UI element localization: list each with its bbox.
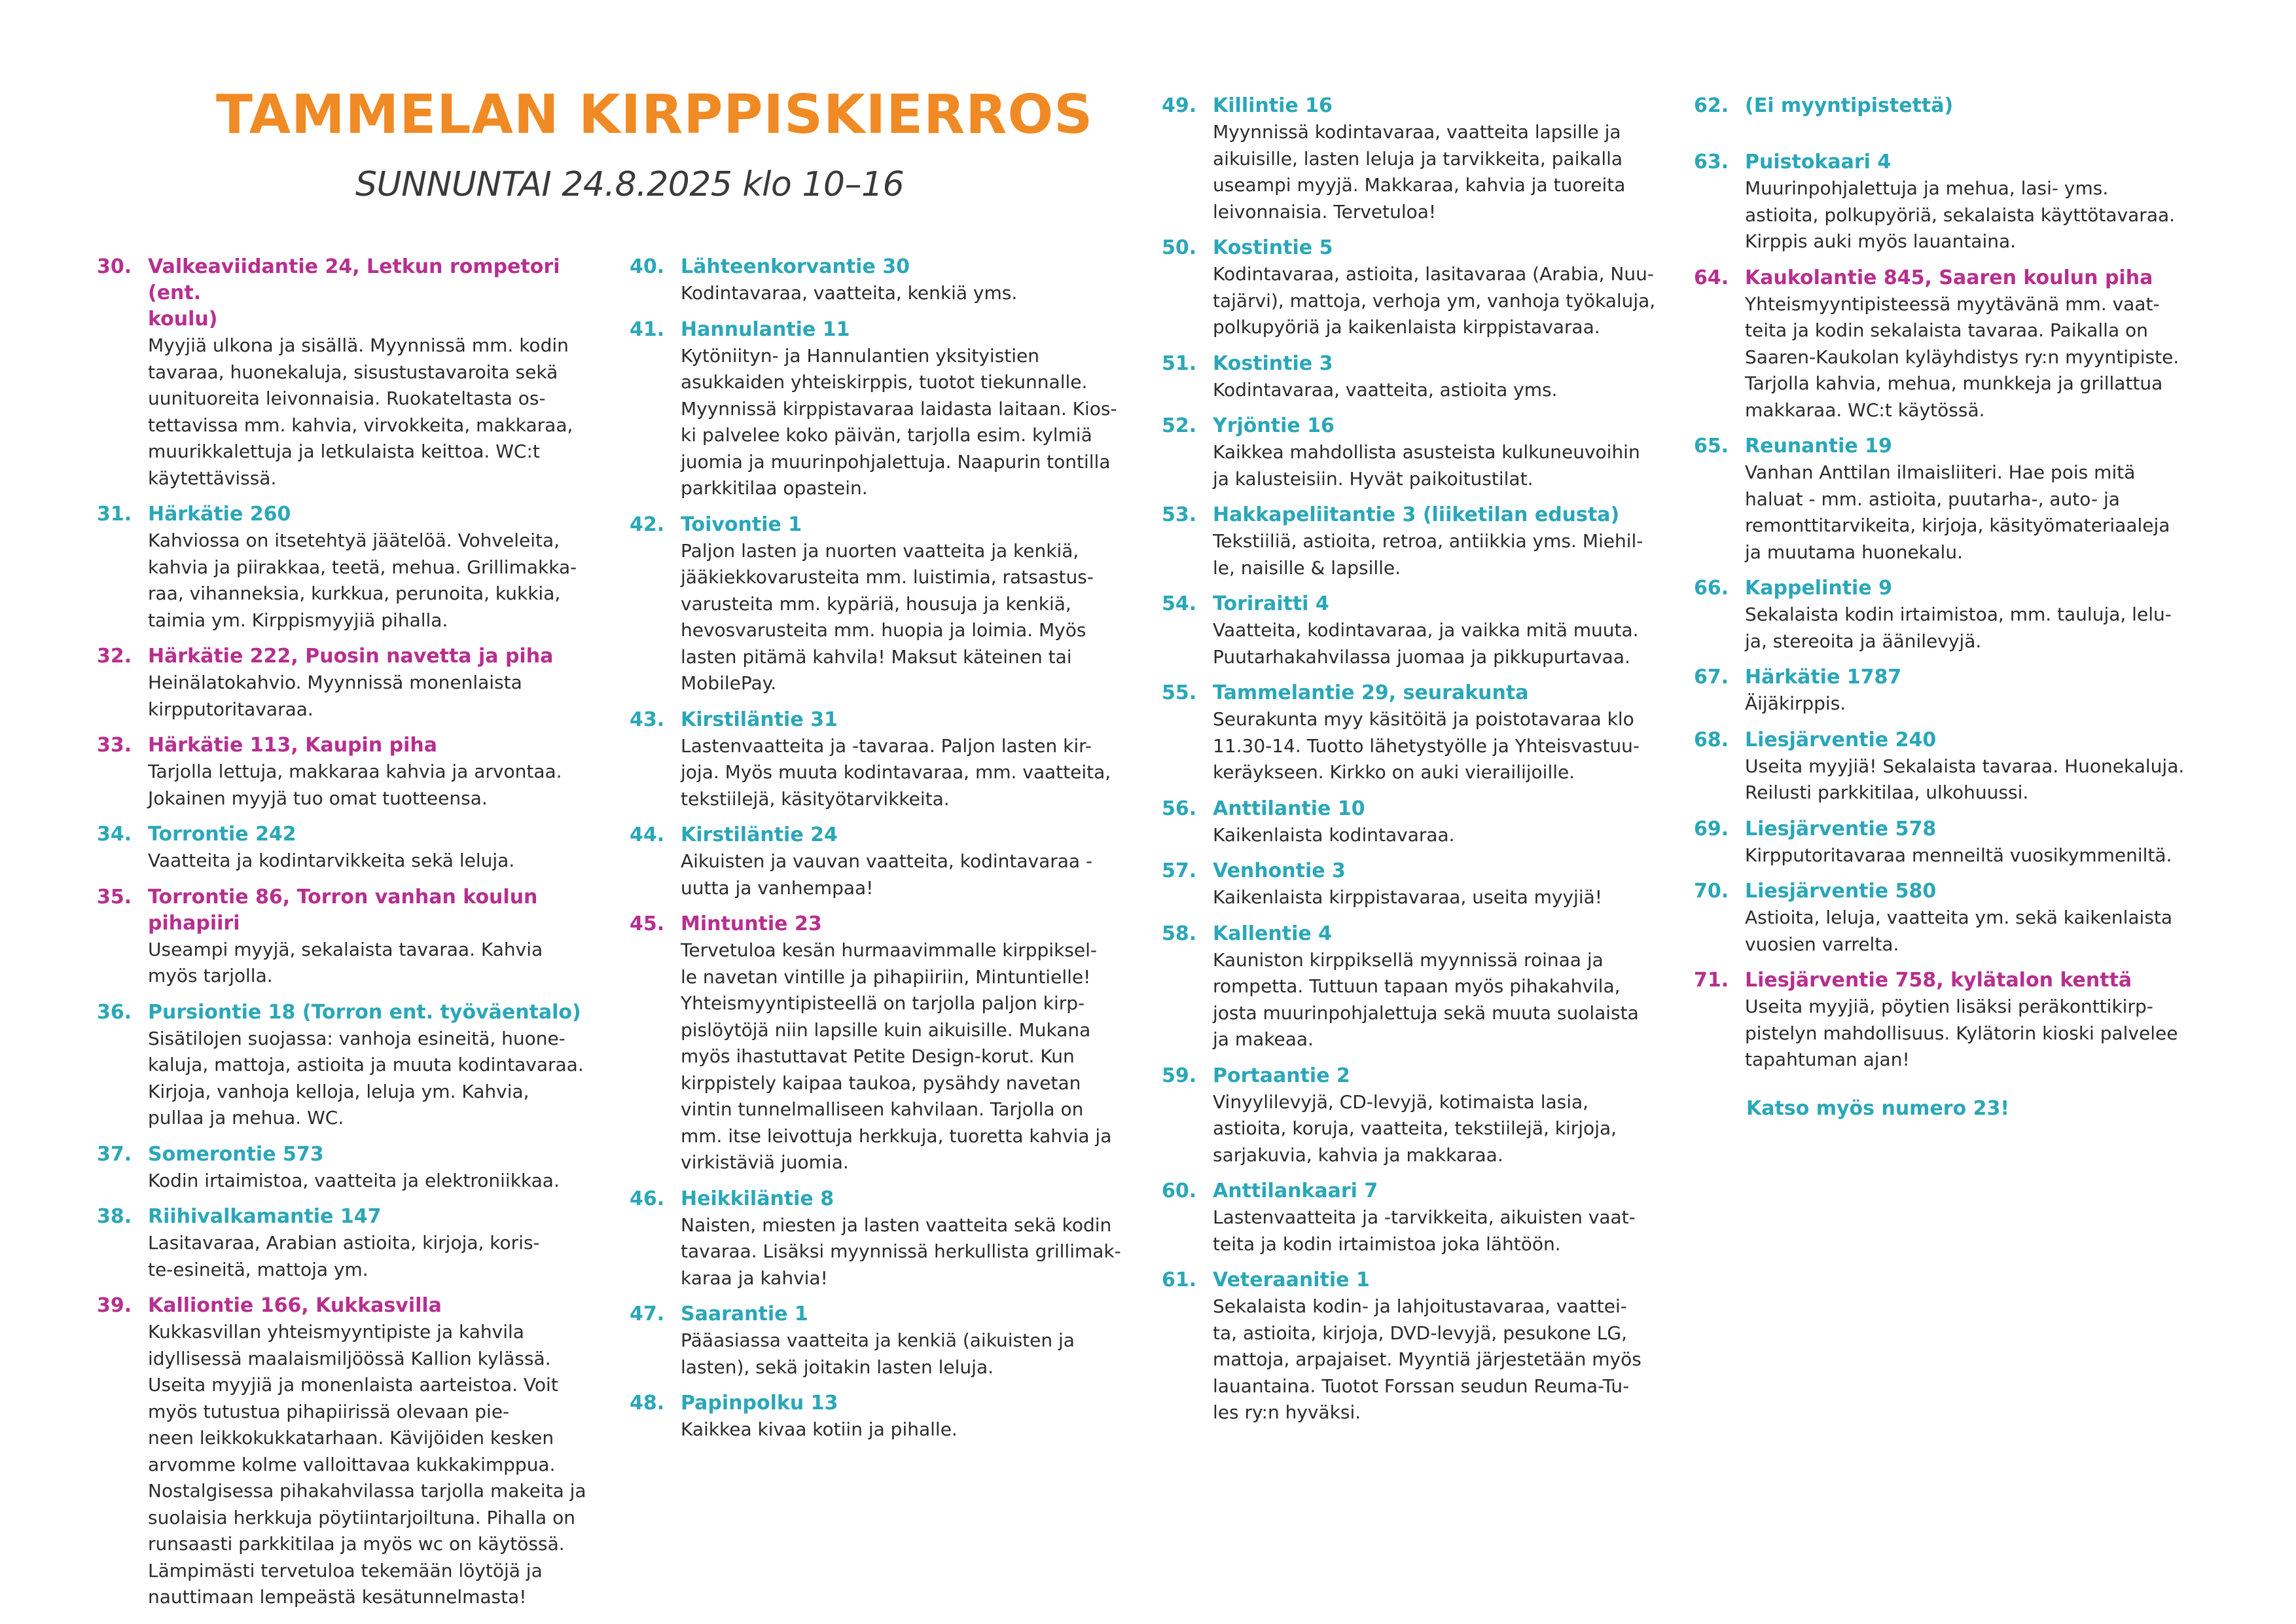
listing-number: 71. xyxy=(1694,969,1729,992)
listing-column-2 xyxy=(630,254,1153,1453)
listing-description: Myyjiä ulkona ja sisällä. Myynnissä mm. kodin tavaraa, huonekaluja, sisustustavaroita sekä uunituoreita leivonnaisia. Ruokateltasta os- tettavissa mm. kahvia, virvokkeita, makkaraa, muurikkalettuja ja letkulaista keittoa. WC:t käytettävissä. xyxy=(148,334,573,489)
listing-number: 38. xyxy=(97,1205,132,1228)
listing-description: Myynnissä kodintavaraa, vaatteita lapsille ja aikuisille, lasten leluja ja tarvikkeita, paikalla useampi myyjä. Makkaraa, kahvia ja tuoreita leivonnaisia. Tervetuloa! xyxy=(1213,121,1626,223)
listing-entry xyxy=(1162,413,1679,492)
listing-entry xyxy=(1694,149,2237,255)
listing-number: 46. xyxy=(630,1187,665,1210)
listing-number: 57. xyxy=(1162,859,1197,882)
listing-entry xyxy=(1162,93,1679,225)
listing-description: Sekalaista kodin- ja lahjoitustavaraa, vaattei- ta, astioita, kirjoja, DVD-levyjä, pesukone LG, mattoja, arpajaiset. Myyntiä järjestetään myös lauantaina. Tuotot Forssan seudun Reuma-Tu- les ry:n hyväksi. xyxy=(1213,1295,1641,1423)
listing-entry xyxy=(1694,575,2237,655)
listing-description: Useita myyjiä, pöytien lisäksi peräkonttikirp- pistelyn mahdollisuus. Kylätorin kioski palvelee tapahtuman ajan! xyxy=(1745,996,2178,1070)
footer-note: Katso myös numero 23! xyxy=(1746,1097,2010,1120)
listing-number: 61. xyxy=(1162,1269,1197,1291)
listing-entry xyxy=(1694,433,2237,566)
listing-entry xyxy=(1162,502,1679,581)
listing-column-1 xyxy=(97,254,607,1621)
listing-address: Kirstiläntie 31 xyxy=(681,708,838,731)
listing-address: Lähteenkorvantie 30 xyxy=(681,255,910,278)
listing-entry xyxy=(97,501,607,634)
listing-entry xyxy=(630,822,1153,901)
listing-entry xyxy=(1694,265,2237,424)
listing-address: Reunantie 19 xyxy=(1745,435,1892,458)
listing-address: Veteraanitie 1 xyxy=(1213,1269,1370,1291)
listing-entry xyxy=(1694,727,2237,806)
listing-description: Kirpputoritavaraa menneiltä vuosikymmeniltä. xyxy=(1745,844,2172,866)
listing-number: 53. xyxy=(1162,503,1197,526)
listing-number: 66. xyxy=(1694,577,1729,600)
listing-description: Kodintavaraa, vaatteita, astioita yms. xyxy=(1213,378,1558,401)
listing-entry xyxy=(97,1142,607,1195)
listing-number: 34. xyxy=(97,823,132,846)
listing-description: Useita myyjiä! Sekalaista tavaraa. Huonekaluja. Reilusti parkkitilaa, ulkohuussi. xyxy=(1745,755,2185,803)
listing-number: 67. xyxy=(1694,666,1729,689)
listing-number: 49. xyxy=(1162,94,1197,117)
listing-entry xyxy=(97,1204,607,1283)
listing-description: Kaikenlaista kirppistavaraa, useita myyjiä! xyxy=(1213,886,1602,908)
listing-entry xyxy=(1162,1178,1679,1257)
listing-address: Kalliontie 166, Kukkasvilla xyxy=(148,1294,442,1317)
listing-entry xyxy=(630,1186,1153,1292)
listing-description: Kahviossa on itsetehtyä jäätelöä. Vohveleita, kahvia ja piirakkaa, teetä, mehua. Grillimakka- raa, vihanneksia, kurkkua, perunoita, kukkia, taimia ym. Kirppismyyjiä pihalla. xyxy=(148,530,577,631)
listing-address: Killintie 16 xyxy=(1213,94,1333,117)
listing-number: 40. xyxy=(630,255,665,278)
listing-description: Naisten, miesten ja lasten vaatteita sekä kodin tavaraa. Lisäksi myynnissä herkullista grillimak- karaa ja kahvia! xyxy=(681,1214,1121,1289)
listing-number: 68. xyxy=(1694,728,1729,751)
listing-address: Anttilankaari 7 xyxy=(1213,1180,1378,1202)
listing-address: Somerontie 573 xyxy=(148,1142,324,1166)
listing-description: Tarjolla lettuja, makkaraa kahvia ja arvontaa. Jokainen myyjä tuo omat tuotteensa. xyxy=(148,761,562,809)
listing-entry xyxy=(1162,796,1679,849)
listing-description: Vinyylilevyjä, CD-levyjä, kotimaista lasia, astioita, koruja, vaatteita, tekstiilejä, kirjoja, sarjakuvia, kahvia ja makkaraa. xyxy=(1213,1091,1617,1166)
listing-address: Härkätie 222, Puosin navetta ja piha xyxy=(148,645,554,668)
listing-address: Pursiontie 18 (Torron ent. työväentalo) xyxy=(148,1000,581,1024)
listing-entry xyxy=(97,1000,607,1132)
listing-address: Anttilantie 10 xyxy=(1213,797,1365,820)
listing-description: Kodintavaraa, astioita, lasitavaraa (Arabia, Nuu- tajärvi), mattoja, verhoja ym, vanhoja työkaluja, polkupyöriä ja kaikenlaista kirppistavaraa. xyxy=(1213,263,1656,338)
listing-number: 55. xyxy=(1162,681,1197,704)
listing-description: Aikuisten ja vauvan vaatteita, kodintavaraa - uutta ja vanhempaa! xyxy=(681,850,1093,899)
listing-entry xyxy=(1162,1267,1679,1426)
listing-address: Saarantie 1 xyxy=(681,1303,808,1326)
listing-number: 42. xyxy=(630,513,665,536)
listing-description: Lastenvaatteita ja -tarvikkeita, aikuisten vaat- teita ja kodin irtaimistoa joka lähtöön. xyxy=(1213,1206,1636,1255)
listing-description: Sekalaista kodin irtaimistoa, mm. tauluja, lelu- ja, stereoita ja äänilevyjä. xyxy=(1745,604,2172,652)
listing-number: 70. xyxy=(1694,880,1729,903)
listing-description: Kauniston kirppiksellä myynnissä roinaa ja rompetta. Tuttuun tapaan myös pihakahvila, josta muurinpohjalettuja sekä muuta suolaista ja makeaa. xyxy=(1213,948,1639,1050)
listing-entry xyxy=(97,1293,607,1611)
listing-entry xyxy=(97,821,607,875)
listing-entry xyxy=(1162,858,1679,911)
listing-description: Lastenvaatteita ja -tavaraa. Paljon lasten kir- joja. Myös muuta kodintavaraa, mm. vaatteita, tekstiilejä, käsityötarvikkeita. xyxy=(681,734,1111,810)
listing-description: Yhteismyyntipisteessä myytävänä mm. vaat- teita ja kodin sekalaista tavaraa. Paikalla on Saaren-Kaukolan kyläyhdistys ry:n myyntipiste. Tarjolla kahvia, mehua, munkkeja ja grillattua makkaraa. WC:t käytössä. xyxy=(1745,293,2179,421)
listing-entry xyxy=(97,732,607,812)
listing-description: Sisätilojen suojassa: vanhoja esineitä, huone- kaluja, mattoja, astioita ja muuta kodintavaraa. Kirjoja, vanhoja kelloja, leluja ym. Kahvia, pullaa ja mehua. WC. xyxy=(148,1027,584,1128)
listing-entry xyxy=(1694,93,2237,119)
listing-number: 43. xyxy=(630,708,665,731)
listing-entry xyxy=(1162,680,1679,786)
listing-entry xyxy=(97,884,607,990)
listing-address: Liesjärventie 578 xyxy=(1745,817,1937,840)
listing-description: Kaikkea mahdollista asusteista kulkuneuvoihin ja kalusteisiin. Hyvät paikoitustilat. xyxy=(1213,441,1640,490)
listing-address: Valkeaviidantie 24, Letkun rompetori (ent. koulu) xyxy=(148,255,560,331)
listing-number: 37. xyxy=(97,1142,132,1166)
listing-entry xyxy=(630,512,1153,697)
listing-number: 36. xyxy=(97,1000,132,1024)
listing-address: Kaukolantie 845, Saaren koulun piha xyxy=(1745,266,2153,289)
listing-number: 31. xyxy=(97,503,132,526)
listing-address: Liesjärventie 240 xyxy=(1745,728,1937,751)
listing-description: Muurinpohjalettuja ja mehua, lasi- yms. astioita, polkupyöriä, sekalaista käyttötavaraa. Kirppis auki myös lauantaina. xyxy=(1745,177,2176,252)
listing-entry xyxy=(97,643,607,723)
listing-number: 63. xyxy=(1694,151,1729,173)
listing-address: Kostintie 3 xyxy=(1213,352,1333,375)
listing-address: Puistokaari 4 xyxy=(1745,151,1892,173)
listing-address: Toriraitti 4 xyxy=(1213,592,1329,615)
listing-description: Kukkasvillan yhteismyyntipiste ja kahvila idyllisessä maalaismiljöössä Kallion kylässä. Useita myyjiä ja monenlaista aarteistoa. Voit myös tutustua pihapiirissä olevaan pie- neen leikkokukkatarhaan. Kävijöiden kesken arvomme kolme valloittavaa kukkakimppua. Nostalgisessa pihakahvilassa tarjolla makeita ja suolaisia herkkuja pöytiintarjoiltuna. Pihalla on runsaasti parkkitilaa ja myös wc on käytössä. Lämpimästi tervetuloa tekemään löytöjä ja nauttimaan lempeästä kesätunnelmasta! xyxy=(148,1321,586,1608)
listing-description: Äijäkirppis. xyxy=(1745,693,1846,714)
listing-address: Torrontie 86, Torron vanhan koulun pihapiiri xyxy=(148,885,538,935)
listing-description: Kodin irtaimistoa, vaatteita ja elektroniikkaa. xyxy=(148,1169,560,1191)
listing-entry xyxy=(630,1390,1153,1443)
listing-address: Hakkapeliitantie 3 (liiketilan edusta) xyxy=(1213,503,1620,526)
listing-entry xyxy=(1162,1063,1679,1169)
listing-description: Kodintavaraa, vaatteita, kenkiä yms. xyxy=(681,282,1018,304)
listing-entry xyxy=(630,317,1153,502)
listing-address: Tammelantie 29, seurakunta xyxy=(1213,681,1529,704)
listing-address: Liesjärventie 758, kylätalon kenttä xyxy=(1745,969,2132,992)
listing-description: Tekstiiliä, astioita, retroa, antiikkia yms. Miehil- le, naisille & lapsille. xyxy=(1213,530,1643,579)
listing-description: Tervetuloa kesän hurmaavimmalle kirppiksel- le navetan vintille ja pihapiiriin, Mintuntielle! Yhteismyyntipisteellä on tarjolla paljon kirp- pislöytöjä niin lapsille kuin aikuisille. Mukana myös ihastuttavat Petite Design-korut. Kun kirppistely kaipaa taukoa, pysähdy navetan vintin tunnelmalliseen kahvilaan. Tarjolla on mm. itse leivottuja herkkuja, tuoretta kahvia ja virkistäviä juomia. xyxy=(681,939,1112,1173)
listing-number: 41. xyxy=(630,317,665,341)
listing-entry xyxy=(97,254,607,492)
listing-number: 39. xyxy=(97,1294,132,1317)
page-subtitle: SUNNUNTAI 24.8.2025 klo 10–16 xyxy=(355,165,905,204)
listing-address: Liesjärventie 580 xyxy=(1745,880,1937,903)
listing-column-3 xyxy=(1162,93,1679,1436)
listing-number: 65. xyxy=(1694,435,1729,458)
listing-number: 59. xyxy=(1162,1064,1197,1087)
listing-description: Useampi myyjä, sekalaista tavaraa. Kahvia myös tarjolla. xyxy=(148,938,543,986)
listing-number: 62. xyxy=(1694,94,1729,117)
listing-entry xyxy=(1162,921,1679,1053)
listing-number: 64. xyxy=(1694,266,1729,289)
listing-description: Lasitavaraa, Arabian astioita, kirjoja, koris- te-esineitä, mattoja ym. xyxy=(148,1232,540,1280)
listing-address: Venhontie 3 xyxy=(1213,859,1346,882)
listing-description: Vaatteita ja kodintarvikkeita sekä leluja. xyxy=(148,850,515,871)
listing-entry xyxy=(1162,351,1679,404)
listing-address: Härkätie 113, Kaupin piha xyxy=(148,734,437,757)
listing-description: Vaatteita, kodintavaraa, ja vaikka mitä muuta. Puutarhakahvilassa juomaa ja pikkupurtavaa. xyxy=(1213,619,1639,668)
listing-description: Paljon lasten ja nuorten vaatteita ja kenkiä, jääkiekkovarusteita mm. luistimia, ratsastus- varusteita mm. kypäriä, housuja ja kenkiä, hevosvarusteita mm. huopia ja loimia. Myös lasten pitämä kahvila! Maksut käteinen tai MobilePay. xyxy=(681,539,1094,694)
listing-address: Kallentie 4 xyxy=(1213,922,1333,945)
listing-entry xyxy=(630,911,1153,1176)
listing-address: Kappelintie 9 xyxy=(1745,577,1892,600)
listing-address: Härkätie 1787 xyxy=(1745,666,1902,689)
listing-address: Riihivalkamantie 147 xyxy=(148,1205,382,1228)
listing-entry xyxy=(1694,967,2237,1074)
listing-number: 47. xyxy=(630,1303,665,1326)
listing-entry xyxy=(630,254,1153,307)
listing-number: 69. xyxy=(1694,817,1729,840)
listing-number: 45. xyxy=(630,912,665,935)
listing-address: Mintuntie 23 xyxy=(681,912,822,935)
listing-number: 56. xyxy=(1162,797,1197,820)
listing-description: Vanhan Anttilan ilmaisliiteri. Hae pois mitä haluat - mm. astioita, puutarha-, auto- ja remonttitarvikeita, kirjoja, käsityömateriaaleja ja muutama huonekalu. xyxy=(1745,461,2170,563)
listing-address: Hannulantie 11 xyxy=(681,317,850,341)
listing-description: Kaikkea kivaa kotiin ja pihalle. xyxy=(681,1418,958,1440)
listing-address: Papinpolku 13 xyxy=(681,1392,838,1415)
listing-number: 44. xyxy=(630,823,665,846)
listing-number: 50. xyxy=(1162,236,1197,259)
listing-description: Kaikenlaista kodintavaraa. xyxy=(1213,823,1455,846)
listing-description: Heinälatokahvio. Myynnissä monenlaista kirpputoritavaraa. xyxy=(148,672,522,720)
listing-address: Yrjöntie 16 xyxy=(1213,414,1335,437)
listing-number: 58. xyxy=(1162,922,1197,945)
listing-description: Seurakunta myy käsitöitä ja poistotavaraa klo 11.30-14. Tuotto lähetystyölle ja Yhteisvastuu- keräykseen. Kirkko on auki vierailijoille. xyxy=(1213,708,1640,783)
listing-address: Portaantie 2 xyxy=(1213,1064,1350,1087)
listing-number: 30. xyxy=(97,255,132,278)
listing-number: 54. xyxy=(1162,592,1197,615)
listing-description: Kytöniityn- ja Hannulantien yksityistien asukkaiden yhteiskirppis, tuotot tiekunnalle. Myynnissä kirppistavaraa laidasta laitaan. Kios- ki palvelee koko päivän, tarjolla esim. kylmiä juomia ja muurinpohjalettuja. Naapurin tontilla parkkitilaa opastein. xyxy=(681,344,1117,499)
listing-description: Astioita, leluja, vaatteita ym. sekä kaikenlaista vuosien varrelta. xyxy=(1745,907,2173,955)
listing-number: 35. xyxy=(97,885,132,909)
listing-address: Toivontie 1 xyxy=(681,513,802,536)
listing-number: 60. xyxy=(1162,1180,1197,1202)
listing-address: Heikkiläntie 8 xyxy=(681,1187,834,1210)
listing-column-4 xyxy=(1694,93,2237,1083)
listing-entry xyxy=(1162,235,1679,341)
listing-description: Pääasiassa vaatteita ja kenkiä (aikuisten ja lasten), sekä joitakin lasten leluja. xyxy=(681,1329,1075,1378)
listing-number: 48. xyxy=(630,1392,665,1415)
listing-number: 51. xyxy=(1162,352,1197,375)
listing-number: 52. xyxy=(1162,414,1197,437)
listing-entry xyxy=(630,707,1153,813)
listing-address: Härkätie 260 xyxy=(148,503,291,526)
listing-address: Torrontie 242 xyxy=(148,823,296,846)
listing-entry xyxy=(1694,816,2237,869)
listing-entry xyxy=(1694,664,2237,717)
listing-number: 32. xyxy=(97,645,132,668)
listing-entry xyxy=(1694,878,2237,958)
listing-address: (Ei myyntipistettä) xyxy=(1745,94,1954,117)
listing-entry xyxy=(630,1301,1153,1380)
listing-address: Kirstiläntie 24 xyxy=(681,823,838,846)
listing-entry xyxy=(1162,591,1679,670)
listing-address: Kostintie 5 xyxy=(1213,236,1333,259)
page-title: TAMMELAN KIRPPISKIERROS xyxy=(216,84,1094,146)
listing-number: 33. xyxy=(97,734,132,757)
